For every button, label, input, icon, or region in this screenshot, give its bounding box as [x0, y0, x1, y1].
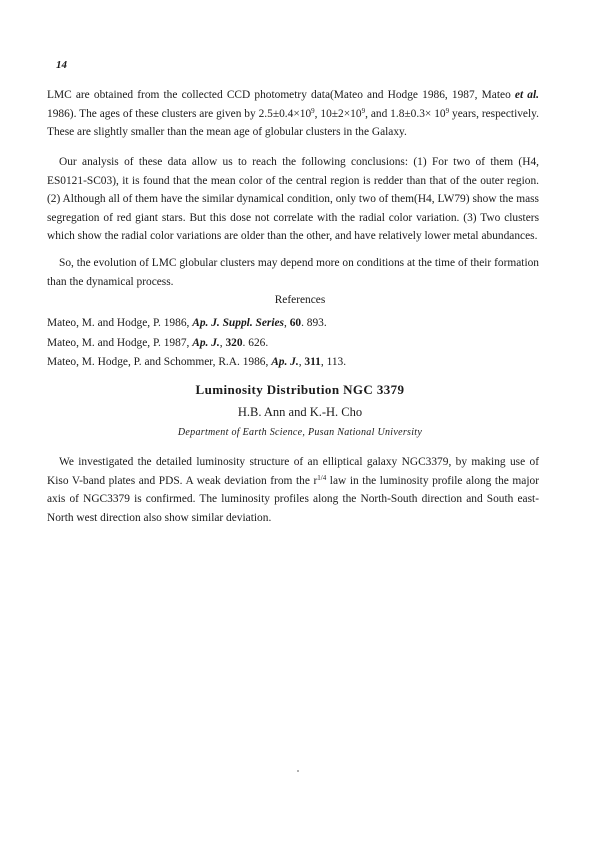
reference-page: . 893. [301, 317, 327, 329]
scan-speck [297, 770, 299, 772]
paragraph-text: , 10±2×10 [314, 107, 362, 120]
reference-journal: Ap. J. Suppl. Series [192, 317, 284, 329]
body-paragraph-2: Our analysis of these data allow us to reach the following conclusions: (1) For two of them (H4, ES0121-SC03), it is found that the mean color of the central region is redder than that of the outer region. (2) Although all of them have the similar dynamical condition, only two of them(H4, LW79) show the mass segregation of red giant stars. But this dose not correlate with the radial color variation. (3) Two clusters which show the radial color variations are older than the other, and have relatively lower metal abundances. [47, 156, 539, 243]
exponent: 9 [311, 106, 315, 115]
reference-separator: , [298, 356, 305, 368]
abstract-text: We investigated the detailed luminosity structure of an elliptical galaxy NGC3379, by making use of Kiso V-band plates and PDS. A weak deviation from the r [47, 456, 539, 487]
reference-volume: 320 [225, 336, 243, 349]
reference-page: , 113. [320, 356, 347, 368]
paragraph-text: LMC are obtained from the collected CCD photometry data(Mateo and Hodge 1986, 1987, Mateo [47, 89, 511, 101]
article-affiliation: Department of Earth Science, Pusan National University [177, 427, 423, 438]
reference-journal: Ap. J. [271, 356, 299, 368]
reference-item [47, 353, 547, 373]
reference-item [47, 334, 547, 354]
page-number: 14 [56, 59, 67, 71]
exponent: 1/4 [317, 473, 327, 482]
reference-volume: 311 [304, 356, 321, 368]
reference-volume: 60 [289, 317, 302, 329]
exponent: 9 [361, 106, 366, 115]
abstract-paragraph [47, 453, 539, 527]
italic-et-al: et al. [514, 89, 539, 101]
paragraph-text: , and 1.8±0.3× [365, 107, 432, 120]
paragraph-text: 1986). The ages of these clusters are given by 2.5±0.4×10 [47, 107, 312, 120]
reference-authors: Mateo, M. and Hodge, P. 1987, [47, 336, 193, 349]
references-list [47, 314, 547, 373]
paragraph-text: 10 [434, 107, 446, 120]
abstract-text: law in the luminosity profile along the major axis of NGC3379 is confirmed. The luminosity profiles along the North-South direction and South east-North west direction also show similar deviation. [47, 474, 539, 524]
article-title: Luminosity Distribution NGC 3379 [195, 382, 405, 397]
body-paragraph-1 [47, 86, 539, 142]
reference-authors: Mateo, M. and Hodge, P. 1986, [47, 317, 193, 329]
paragraph-text: years, respectively. These are slightly smaller than the mean age of globular clusters in the Galaxy. [47, 107, 539, 139]
body-paragraph-3: So, the evolution of LMC globular clusters may depend more on conditions at the time of their formation than the dynamical process. [47, 257, 539, 288]
exponent: 9 [445, 106, 450, 115]
reference-separator: , [219, 336, 226, 349]
reference-authors: Mateo, M. Hodge, P. and Schommer, R.A. 1986, [47, 356, 272, 368]
reference-page: . 626. [242, 336, 269, 349]
article-authors: H.B. Ann and K.-H. Cho [237, 405, 363, 419]
references-heading: References [274, 294, 326, 306]
reference-journal: Ap. J. [192, 336, 220, 349]
reference-item [47, 314, 547, 334]
reference-separator: , [284, 317, 290, 329]
